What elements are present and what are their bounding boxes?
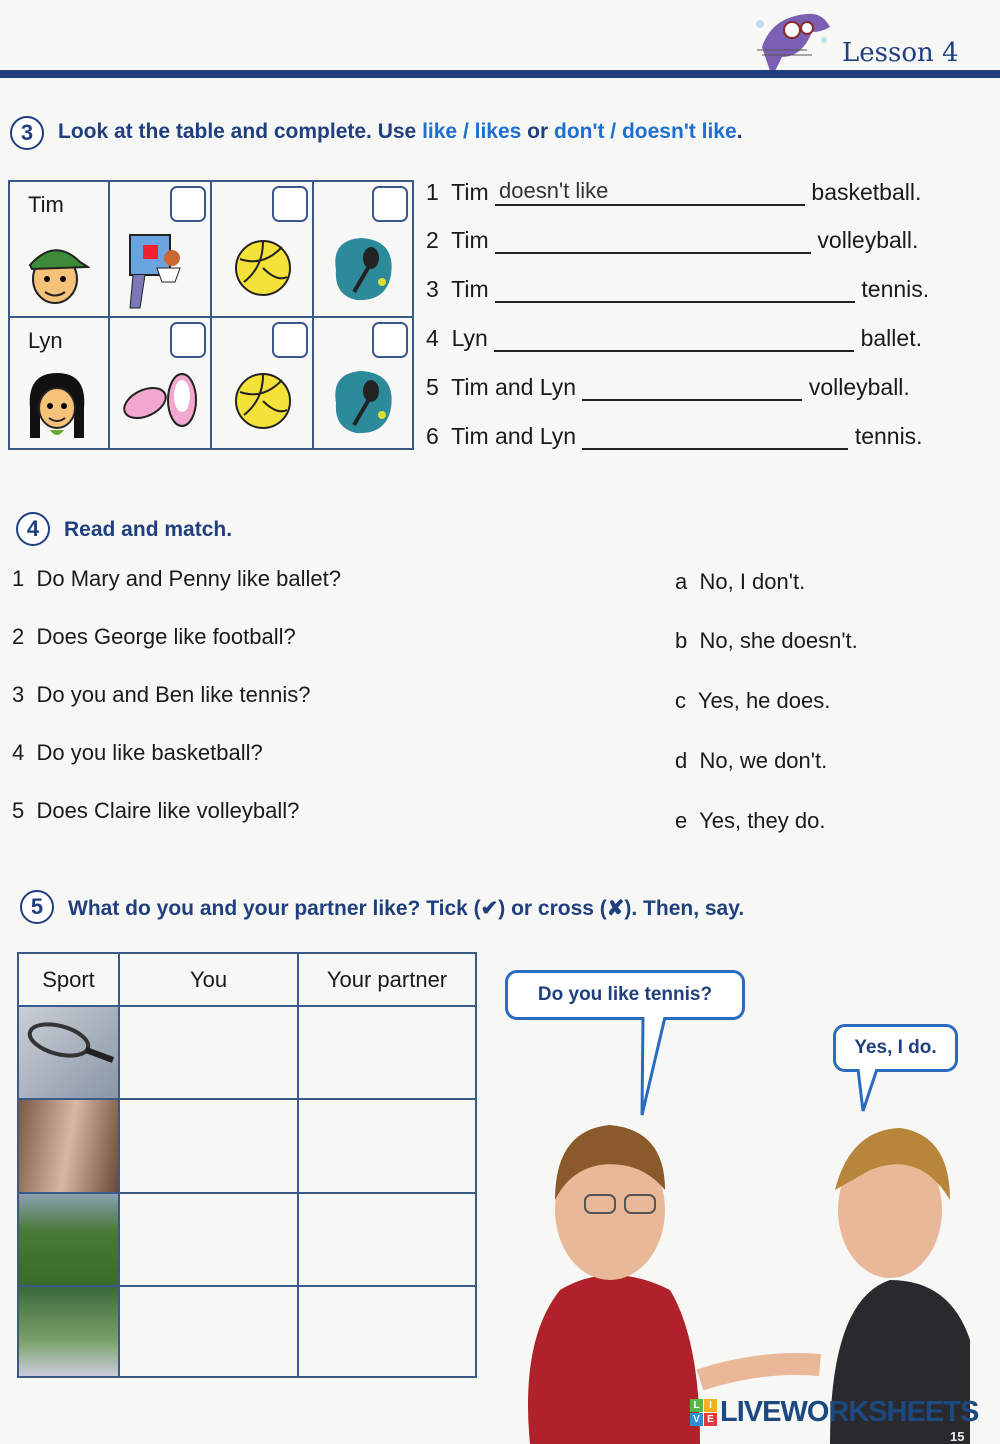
likes-table <box>8 180 414 450</box>
sentence-object: tennis. <box>861 276 930 302</box>
person-name: Lyn <box>28 328 63 353</box>
title-text: Look at the table and complete. Use <box>58 120 423 143</box>
basketball-icon <box>125 230 195 310</box>
ballet-icon <box>120 368 205 438</box>
answer-text: Yes, he does. <box>697 688 831 713</box>
answer-input[interactable] <box>495 277 855 303</box>
sentence-object: ballet. <box>860 325 922 351</box>
badge-letter: V <box>690 1413 703 1426</box>
sentence-number: 2 <box>426 227 439 253</box>
answer-checkbox[interactable] <box>372 322 408 358</box>
item-cell <box>211 181 313 317</box>
lesson-title: Lesson 4 <box>842 38 959 68</box>
sentence-4 <box>426 325 922 352</box>
badge-letter: E <box>704 1413 717 1426</box>
question-number: 4 <box>12 740 25 765</box>
answer-b[interactable] <box>675 628 858 654</box>
you-cell[interactable] <box>119 1006 298 1099</box>
item-cell <box>313 317 413 449</box>
sentence-object: tennis. <box>854 423 923 449</box>
answer-checkbox[interactable] <box>372 186 408 222</box>
sentence-number: 4 <box>426 325 439 351</box>
answer-letter: b <box>675 628 688 653</box>
sentence-object: volleyball. <box>808 374 910 400</box>
volleyball-photo <box>18 1286 119 1377</box>
section-5-number: 5 <box>20 890 54 924</box>
answer-checkbox[interactable] <box>170 322 206 358</box>
preferences-table <box>17 952 477 1378</box>
answer-d[interactable] <box>675 748 827 774</box>
section-3-title <box>58 120 743 144</box>
question-text: Does Claire like volleyball? <box>36 798 300 823</box>
answer-checkbox[interactable] <box>170 186 206 222</box>
answer-c[interactable] <box>675 688 830 714</box>
question-number: 2 <box>12 624 25 649</box>
section-5-title: What do you and your partner like? Tick (✔) or cross (✘). Then, say. <box>68 897 745 920</box>
question-number: 5 <box>12 798 25 823</box>
answer-text: No, I don't. <box>699 569 806 594</box>
question-1[interactable] <box>12 566 341 592</box>
ballet-photo <box>18 1099 119 1193</box>
answer-letter: e <box>675 808 688 833</box>
tennis-icon <box>326 230 401 305</box>
question-4[interactable] <box>12 740 263 766</box>
answer-letter: d <box>675 748 688 773</box>
badge-letter: I <box>704 1399 717 1412</box>
answer-input[interactable] <box>495 228 811 254</box>
header-divider <box>0 70 1000 78</box>
shark-mascot-icon <box>752 2 837 80</box>
speech-bubble-reply: Yes, I do. <box>833 1024 958 1072</box>
sentence-subject: Tim <box>451 227 489 253</box>
title-highlight: like / likes <box>422 120 522 143</box>
sentence-object: volleyball. <box>817 227 919 253</box>
question-number: 1 <box>12 566 25 591</box>
section-3-number: 3 <box>10 116 44 150</box>
tim-face-icon <box>20 237 90 307</box>
question-number: 3 <box>12 682 25 707</box>
speech-bubble-tail <box>855 1069 885 1114</box>
header-sport: Sport <box>18 953 119 1006</box>
partner-cell[interactable] <box>298 1006 476 1099</box>
sentence-object: basketball. <box>811 179 922 205</box>
you-cell[interactable] <box>119 1193 298 1286</box>
sentence-subject: Tim and Lyn <box>451 374 577 400</box>
tennis-photo <box>18 1006 119 1099</box>
answer-text: Yes, they do. <box>699 808 826 833</box>
item-cell <box>211 317 313 449</box>
speech-bubble-tail <box>635 1017 675 1117</box>
tennis-racket-icon <box>21 1010 117 1090</box>
answer-input[interactable] <box>582 375 802 401</box>
football-photo <box>18 1193 119 1286</box>
section-4-title: Read and match. <box>64 518 233 541</box>
question-3[interactable] <box>12 682 310 708</box>
answer-letter: a <box>675 569 688 594</box>
live-badge-icon <box>690 1399 717 1426</box>
sentence-number: 3 <box>426 276 439 302</box>
answer-letter: c <box>675 688 686 713</box>
watermark-text: LIVEWORKSHEETS <box>720 1396 979 1428</box>
answer-a[interactable] <box>675 569 805 595</box>
sentence-subject: Tim and Lyn <box>451 423 577 449</box>
sentence-subject: Tim <box>451 276 489 302</box>
speech-bubble-question: Do you like tennis? <box>505 970 745 1020</box>
sentence-2 <box>426 227 918 254</box>
partner-cell[interactable] <box>298 1286 476 1377</box>
you-cell[interactable] <box>119 1286 298 1377</box>
liveworksheets-watermark <box>690 1396 978 1429</box>
question-5[interactable] <box>12 798 299 824</box>
volleyball-icon <box>232 237 294 299</box>
answer-input[interactable] <box>494 326 854 352</box>
sentence-number: 6 <box>426 423 439 449</box>
question-text: Do you like basketball? <box>36 740 263 765</box>
sentence-subject: Lyn <box>451 325 488 351</box>
sentence-number: 5 <box>426 374 439 400</box>
section-4-number: 4 <box>16 512 50 546</box>
answer-e[interactable] <box>675 808 825 834</box>
title-highlight: don't / doesn't like <box>554 120 737 143</box>
answer-input[interactable]: doesn't like <box>495 178 805 206</box>
sentence-1 <box>426 178 921 206</box>
question-text: Does George like football? <box>36 624 296 649</box>
item-cell <box>109 317 211 449</box>
sentence-subject: Tim <box>451 179 489 205</box>
tennis-icon <box>326 363 401 438</box>
header-you: You <box>119 953 298 1006</box>
sentence-6 <box>426 423 923 450</box>
badge-letter: L <box>690 1399 703 1412</box>
partner-cell[interactable] <box>298 1193 476 1286</box>
answer-checkbox[interactable] <box>272 186 308 222</box>
answer-input[interactable] <box>582 424 848 450</box>
person-name: Tim <box>28 192 64 217</box>
lyn-face-icon <box>22 368 92 443</box>
sentence-number: 1 <box>426 179 439 205</box>
question-text: Do Mary and Penny like ballet? <box>36 566 341 591</box>
title-text: . <box>736 120 743 143</box>
question-2[interactable] <box>12 624 296 650</box>
title-text: or <box>521 120 554 143</box>
question-text: Do you and Ben like tennis? <box>36 682 311 707</box>
sentence-5 <box>426 374 910 401</box>
item-cell <box>313 181 413 317</box>
answer-text: No, we don't. <box>699 748 828 773</box>
page-number: 15 <box>950 1429 965 1444</box>
answer-checkbox[interactable] <box>272 322 308 358</box>
person-cell-tim <box>9 181 109 317</box>
person-cell-lyn <box>9 317 109 449</box>
partner-cell[interactable] <box>298 1099 476 1193</box>
you-cell[interactable] <box>119 1099 298 1193</box>
sentence-3 <box>426 276 929 303</box>
answer-text: No, she doesn't. <box>699 628 858 653</box>
item-cell <box>109 181 211 317</box>
header-partner: Your partner <box>298 953 476 1006</box>
boys-photo <box>500 1110 1000 1444</box>
volleyball-icon <box>232 370 294 432</box>
